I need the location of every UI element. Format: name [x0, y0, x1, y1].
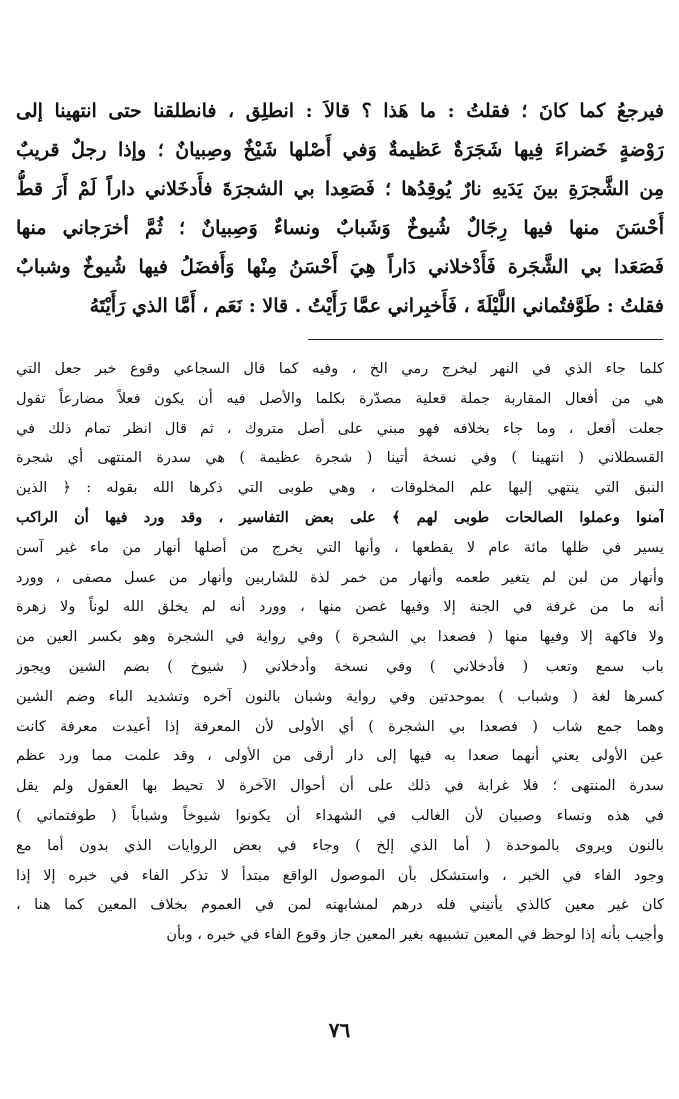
footnote-line: كان غير معين كالذي يأتيني فله درهم لمشابهته لمن في العموم بخلاف المعين كما هنا ، — [16, 896, 664, 914]
footnote-line: سدرة المنتهى ؛ فلا غرابة في ذلك على أن أحوال الآخرة لا تحيط بها العقول ولم يقل — [16, 777, 664, 795]
footnote-line: باب سمع وتعب ( فأدخلاني ) وفي نسخة وأدخلاني ( شيوخ ) بضم الشين ويجوز — [16, 657, 664, 675]
footnote-line: كسرها لغة ( وشباب ) بموحدتين وفي رواية وشبان بالنون آخره وتشديد الباء وضم الشين — [16, 687, 664, 705]
main-text-line: رَوْضةٍ خَضراءَ فِيها شَجَرَةٌ عَظيمةٌ وَفي أَصْلها شَيْخٌ وصِبيانٌ ؛ وإذا رجلٌ قريبٌ — [16, 139, 664, 161]
main-text — [16, 92, 664, 326]
footnote-text — [16, 354, 664, 950]
footnote-line: أنه ما من غرفة في الجنة إلا وفيها غصن منها ، وورد أنه لم يخلق الله لوناً ولا زهرة — [16, 598, 664, 616]
footnote-line: يسير في ظلها مائة عام لا يقطعها ، وأنها التي يخرج من أصلها أنهار من ماء غير آسن — [16, 538, 664, 556]
footnote-line: ولا فاكهة إلا وفيها منها ( فصعدا بي الشجرة ) وفي رواية في الشجرة وهو بكسر العين من — [16, 628, 664, 646]
footnote-line: وجود الفاء في الخبر ، واستشكل بأن الموصول الواقع مبتدأ لا تذكر الفاء في خبره إلا إذا — [16, 866, 664, 884]
footnote-line: هي من أفعال المقاربة جملة فعلية مصدّرة بكلما والأصل فيه أن يكون فعلاً مضارعاً تقول — [16, 389, 664, 407]
footnote-separator — [308, 339, 663, 340]
footnote-line: وهما جمع شاب ( فصعدا بي الشجرة ) أي الأولى لأن المعرفة إذا أعيدت معرفة كانت — [16, 717, 664, 735]
footnote-line: عين الأولى يعني أنهما صعدا به فيها إلى دار أرقى من الأولى ، وقد علمت مما ورد عظم — [16, 747, 664, 765]
main-text-line: فَصَعَدا بي الشَّجَرة فَأَدْخلاني دَاراً هِيَ أَحْسَنُ مِنْها وَأَفضَلُ فيها شُيوخٌ وشبابٌ — [16, 256, 664, 278]
main-text-line: فقلتُ : طَوَّفتُماني اللَّيْلَةَ ، فَأَخبِراني عمَّا رَأَيْتُ . قالا : نَعَم ، أَمَّا الذي رَأَيْتَهُ — [89, 295, 664, 317]
page-number: ٧٦ — [328, 1018, 351, 1042]
footnote-line: بالنون ويروى بالموحدة ( أما الذي إلخ ) وجاء في بعض الروايات الذي بدون أما مع — [16, 836, 664, 854]
footnote-line: وأجيب بأنه إذا لوحظ في المعين تشبيهه بغير المعين جاز وقوع الفاء في خبره ، وبأن — [166, 926, 664, 944]
footnote-line: النبق التي ينتهي إليها علم المخلوقات ، وهي طوبى التي ذكرها الله بقوله : ﴿ الذين — [16, 479, 664, 497]
main-text-line: أَحْسَنَ منها فيها رِجَالٌ شُيوخٌ وَشَبابٌ ونساءٌ وَصِبيانٌ ؛ ثُمَّ أخرَجاني منها — [16, 217, 664, 239]
main-text-line: مِن الشَّجرَةِ بينَ يَدَيهِ نارٌ يُوقِدُها ؛ فَصَعِدا بي الشجرَةَ فأَدخَلاني داراً لَمْ أَرَ قطُّ — [16, 178, 664, 200]
footnote-line: وأنهار من لبن لم يتغير طعمه وأنهار من خمر لذة للشاربين وأنهار من عسل مصفى ، وورد — [16, 568, 664, 586]
footnote-line: القسطلاني ( انتهينا ) وفي نسخة أتينا ( شجرة عظيمة ) هي سدرة المنتهى أي شجرة — [16, 449, 664, 467]
footnote-line: جعلت أفعل ، وما جاء بخلافه فهو مبني على أصل متروك ، ثم قال انظر تمام ذلك في — [16, 419, 664, 437]
main-text-line: فيرجعُ كما كانَ ؛ فقلتُ : ما هَذا ؟ قالاَ : انطلِق ، فانطلقنا حتى انتهينا إلى — [16, 100, 664, 122]
footnote-line: كلما جاء الذي في النهر ليخرج رمي الخ ، وفيه كما قال السجاعي وقوع خبر جعل التي — [16, 360, 664, 377]
footnote-line: في هذه ونساء وصبيان لأن الغالب في الشهداء أن يكونوا شيوخاً وشباباً ( طوفتماني ) — [16, 806, 664, 824]
footnote-line: آمنوا وعملوا الصالحات طوبى لهم ﴾ على بعض التفاسير ، وقد ورد فيها أن الراكب — [16, 508, 664, 526]
